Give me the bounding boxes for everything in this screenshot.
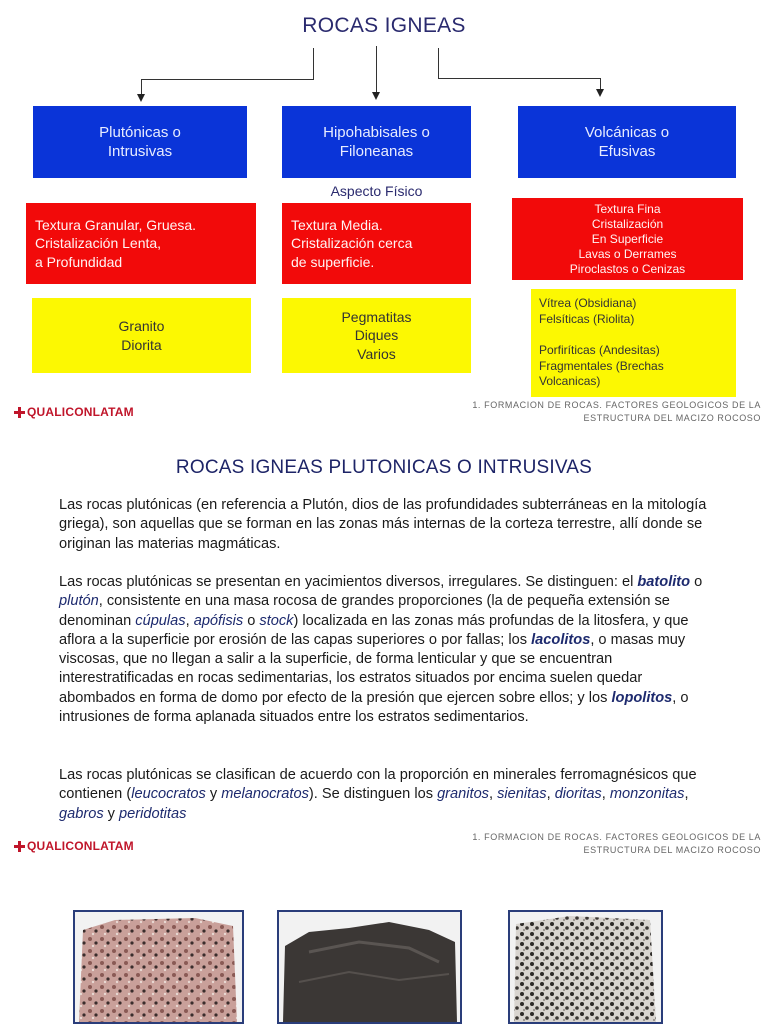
category-volcanicas: Volcánicas o Efusivas [518, 106, 736, 178]
arrow-left-icon [137, 94, 145, 102]
aspect-label: Aspecto Físico [330, 183, 423, 199]
connector-right [438, 78, 601, 79]
texture-plutonicas: Textura Granular, Gruesa. Cristalización Lenta, a Profundidad [26, 203, 256, 284]
examples-hipohabisales: Pegmatitas Diques Varios [282, 298, 471, 373]
diagram-title: ROCAS IGNEAS [302, 14, 466, 37]
rock-photo-speckled [508, 910, 663, 1024]
connector-center [376, 46, 377, 93]
company-logo: QUALICON LATAM [14, 405, 134, 419]
section-title: ROCAS IGNEAS PLUTONICAS O INTRUSIVAS [175, 457, 593, 478]
paragraph-intro: Las rocas plutónicas (en referencia a Plutón, dios de las profundidades subterráneas en la mitología griega), son aquellas que se forman en las zonas más internas de la corteza terrestre, allí donde se originan las materias magmáticas. [59, 497, 707, 552]
connector-left [141, 79, 142, 94]
company-logo: QUALICON LATAM [14, 839, 134, 853]
rock-photo-granite [73, 910, 244, 1024]
plus-cross-icon [14, 841, 25, 852]
arrow-right-icon [596, 89, 604, 97]
arrow-center-icon [372, 92, 380, 100]
connector-left [313, 48, 314, 79]
examples-plutonicas: Granito Diorita [32, 298, 251, 373]
slide-footer: 1. FORMACION DE ROCAS. FACTORES GEOLOGICOS DE LA ESTRUCTURA DEL MACIZO ROCOSO [472, 400, 761, 424]
texture-volcanicas: Textura Fina Cristalización En Superficie Lavas o Derrames Piroclastos o Cenizas [512, 198, 743, 280]
texture-hipohabisales: Textura Media. Cristalización cerca de superficie. [282, 203, 471, 284]
category-plutonicas: Plutónicas o Intrusivas [33, 106, 247, 178]
paragraph-clasificacion: Las rocas plutónicas se clasifican de acuerdo con la proporción en minerales ferromagnésicos que contienen (leucocratos y melanocratos). Se distinguen los granitos, sienitas, dioritas, monzonitas, gabros y peridotitas [59, 767, 697, 822]
slide-footer: 1. FORMACION DE ROCAS. FACTORES GEOLOGICOS DE LA ESTRUCTURA DEL MACIZO ROCOSO [472, 832, 761, 856]
plus-cross-icon [14, 407, 25, 418]
category-hipohabisales: Hipohabisales o Filoneanas [282, 106, 471, 178]
paragraph-yacimientos: Las rocas plutónicas se presentan en yacimientos diversos, irregulares. Se distinguen: el batolito o plutón, consistente en una masa rocosa de grandes proporciones (la de pequeña extensión se denominan cúpulas, apófisis o stock) localizada en las zonas más profundas de la litosfera, y que aflora a la superficie por erosión de las capas superiores o por fallas; los lacolitos, o masas muy viscosas, que no llegan a salir a la superficie, de forma lenticular y que se encuentran interestratificadas en rocas sedimentarias, los estratos situados por encima suelen quedar abombados en forma de domo por efecto de la presión que ejercen sobre ellos; y los lopolitos, o intrusiones de forma aplanada situados entre los estratos sedimentarios. [59, 574, 703, 726]
connector-right [438, 48, 439, 78]
examples-volcanicas: Vítrea (Obsidiana) Felsíticas (Riolita) Porfiríticas (Andesitas) Fragmentales (Brechas Volcanicas) [531, 289, 736, 397]
rock-photo-dark [277, 910, 462, 1024]
connector-left [141, 79, 314, 80]
